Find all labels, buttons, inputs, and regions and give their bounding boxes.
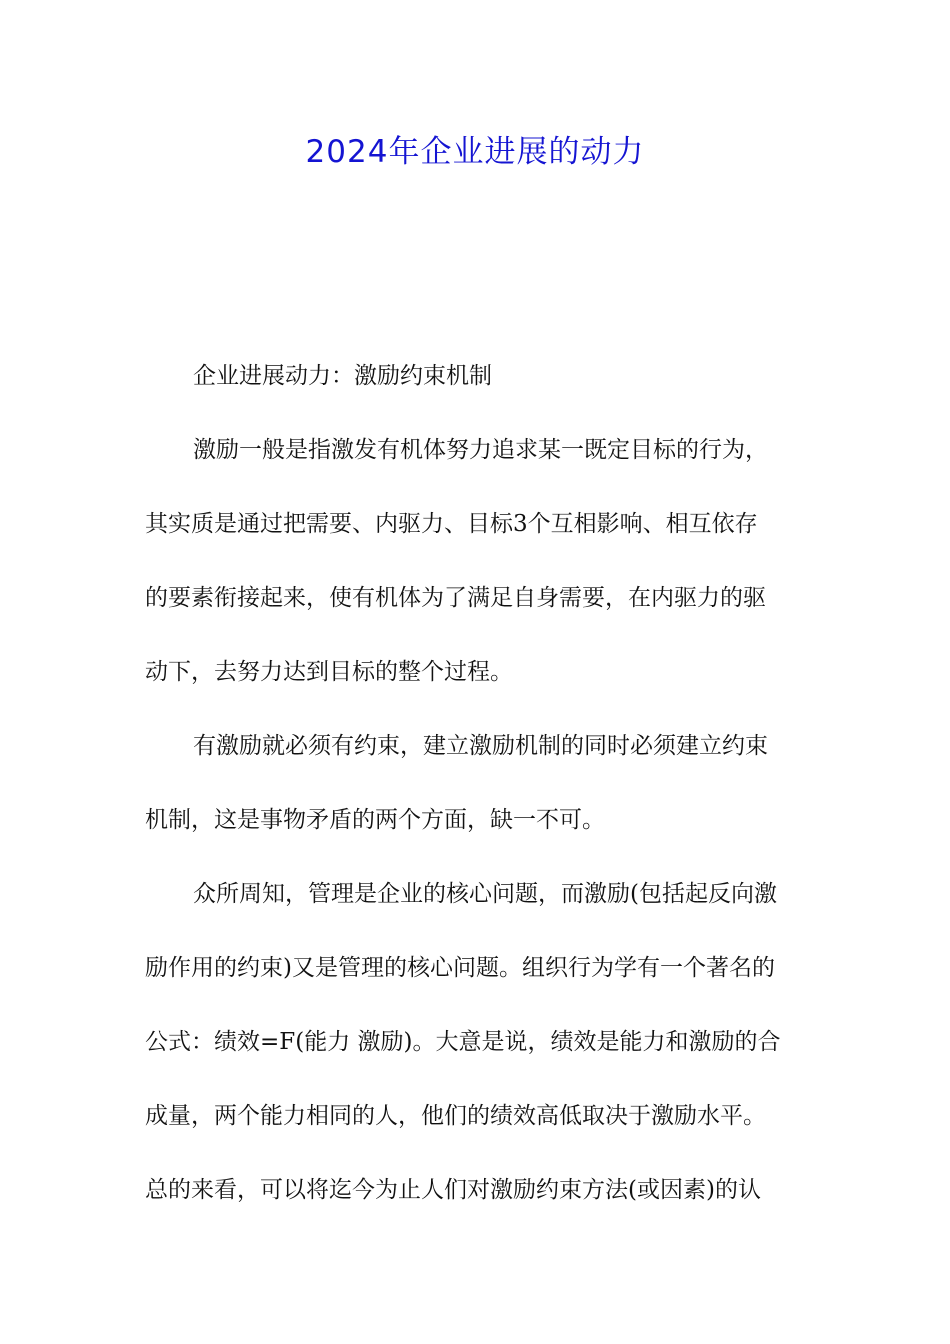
paragraph-line: 有激励就必须有约束，建立激励机制的同时必须建立约束	[193, 733, 768, 759]
paragraph-line: 的要素衔接起来，使有机体为了满足自身需要，在内驱力的驱	[145, 585, 766, 611]
section-heading: 企业进展动力：激励约束机制	[193, 363, 492, 389]
paragraph-line: 其实质是通过把需要、内驱力、目标3个互相影响、相互依存	[145, 511, 758, 537]
document-body	[145, 339, 810, 1227]
paragraph-line: 众所周知，管理是企业的核心问题，而激励(包括起反向激	[193, 881, 777, 907]
paragraph-line: 总的来看，可以将迄今为止人们对激励约束方法(或因素)的认	[145, 1177, 761, 1203]
paragraph-line: 机制，这是事物矛盾的两个方面，缺一不可。	[145, 807, 605, 833]
paragraph-line: 动下，去努力达到目标的整个过程。	[145, 659, 513, 685]
paragraph-line: 成量，两个能力相同的人，他们的绩效高低取决于激励水平。	[145, 1103, 766, 1129]
paragraph-line: 励作用的约束)又是管理的核心问题。组织行为学有一个著名的	[145, 955, 775, 981]
document-title: 2024年企业进展的动力	[305, 134, 645, 170]
paragraph-line: 激励一般是指激发有机体努力追求某一既定目标的行为，	[193, 437, 768, 463]
paragraph-line: 公式：绩效=F(能力 激励)。大意是说，绩效是能力和激励的合	[145, 1029, 781, 1055]
